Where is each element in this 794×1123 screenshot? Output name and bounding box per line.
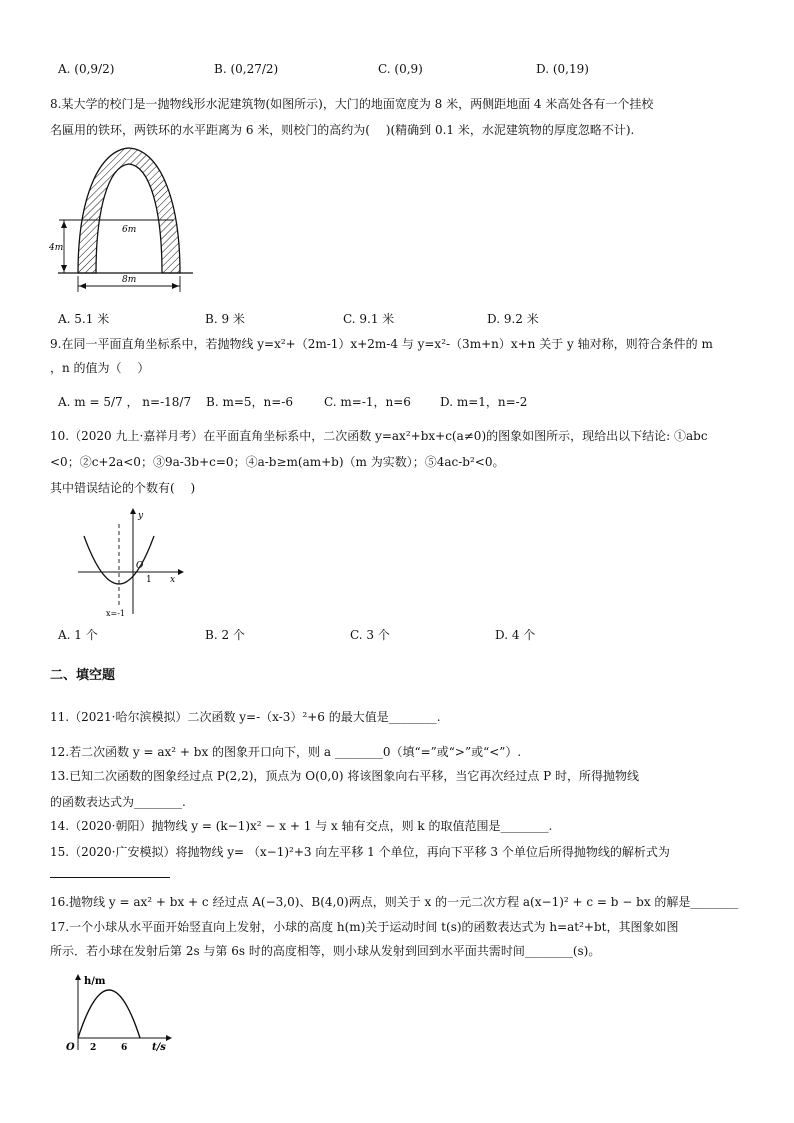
q7-option-b: B. (0,27/2) [214, 62, 279, 76]
t1-label: 2 [90, 1043, 97, 1053]
q10-option-b: B. 2 个 [205, 628, 245, 642]
top-width-label: 6m [122, 225, 137, 235]
q8-option-d: D. 9.2 米 [487, 312, 539, 326]
q9-text-line2: ，n 的值为（ ） [50, 361, 150, 375]
origin-label: O [66, 1042, 75, 1053]
q15-text: 15.（2020·广安模拟）将抛物线 y= （x−1)²+3 向左平移 1 个单位，再向下平移 3 个单位后所得抛物线的解析式为 [50, 845, 670, 859]
q8-gate-figure [48, 140, 198, 320]
gate-diagram [48, 140, 198, 320]
q8-text-line1: 8.某大学的校门是一抛物线形水泥建筑物(如图所示)，大门的地面宽度为 8 米，两侧距地面 4 米高处各有一个挂校 [50, 97, 654, 111]
q10-parabola-figure [70, 506, 190, 618]
section-title-fill-blank: 二、填空题 [50, 668, 116, 683]
height-time-graph [60, 970, 175, 1055]
q7-option-d: D. (0,19) [536, 62, 589, 76]
q9-option-d: D. m=1，n=-2 [440, 395, 528, 409]
q9-option-b: B. m=5，n=-6 [206, 395, 293, 409]
q10-text-line3: 其中错误结论的个数有( ) [50, 481, 196, 495]
q9-option-c: C. m=-1，n=6 [324, 395, 411, 409]
q14-text: 14.（2020·朝阳）抛物线 y = (k−1)x² − x + 1 与 x 轴有交点，则 k 的取值范围是________. [50, 819, 553, 833]
parabola-graph [70, 506, 190, 618]
q13-text-line1: 13.已知二次函数的图象经过点 P(2,2)，顶点为 O(0,0) 将该图象向右平移，当它再次经过点 P 时，所得抛物线 [50, 769, 640, 783]
origin-label: O [136, 561, 144, 571]
q8-option-c: C. 9.1 米 [343, 312, 395, 326]
q8-option-b: B. 9 米 [205, 312, 245, 326]
q7-option-a: A. (0,9/2) [58, 62, 115, 76]
q17-text-line1: 17.一个小球从水平面开始竖直向上发射，小球的高度 h(m)关于运动时间 t(s)的函数表达式为 h=at²+bt，其图象如图 [50, 920, 679, 934]
q10-text-line2: <0；②c+2a<0；③9a-3b+c=0；④a-b≥m(am+b)（m 为实数）；⑤4ac-b²<0。 [50, 455, 505, 469]
t2-label: 6 [121, 1043, 128, 1053]
one-label: 1 [146, 575, 152, 585]
q12-text: 12.若二次函数 y = ax² + bx 的图象开口向下，则 a ________0（填“=”或“>”或“<”）. [50, 745, 522, 759]
height-label: 4m [49, 243, 64, 253]
q16-text: 16.抛物线 y = ax² + bx + c 经过点 A(−3,0)、B(4,0)两点，则关于 x 的一元二次方程 a(x−1)² + c = b − bx 的解是________ [50, 895, 739, 909]
q17-text-line2: 所示．若小球在发射后第 2s 与第 6s 时的高度相等，则小球从发射到回到水平面共需时间________(s)。 [50, 944, 601, 958]
q10-text-line1: 10.（2020 九上·嘉祥月考）在平面直角坐标系中，二次函数 y=ax²+bx+c(a≠0)的图象如图所示，现给出以下结论: ①abc [50, 429, 708, 443]
t-axis-label: t/s [152, 1042, 166, 1053]
q15-answer-blank[interactable] [50, 877, 170, 878]
q8-text-line2: 名匾用的铁环，两铁环的水平距离为 6 米，则校门的高约为( )(精确到 0.1 米，水泥建筑物的厚度忽略不计). [50, 123, 635, 137]
h-axis-label: h/m [84, 976, 106, 987]
q10-option-d: D. 4 个 [495, 628, 536, 642]
q7-option-c: C. (0,9) [378, 62, 423, 76]
symmetry-label: x=-1 [106, 609, 126, 618]
q10-option-a: A. 1 个 [58, 628, 98, 642]
q13-text-line2: 的函数表达式为________. [50, 795, 186, 809]
q8-option-a: A. 5.1 米 [58, 312, 110, 326]
q9-text-line1: 9.在同一平面直角坐标系中，若抛物线 y=x²+（2m-1）x+2m-4 与 y=x²-（3m+n）x+n 关于 y 轴对称，则符合条件的 m [50, 337, 713, 351]
base-width-label: 8m [122, 275, 137, 285]
q10-option-c: C. 3 个 [350, 628, 390, 642]
q11-text: 11.（2021·哈尔滨模拟）二次函数 y=-（x-3）²+6 的最大值是________. [50, 710, 441, 724]
q17-height-time-figure [60, 970, 175, 1055]
y-axis-label: y [138, 511, 144, 521]
q9-option-a: A. m = 5/7 ， n=-18/7 [58, 395, 192, 409]
trajectory-curve [78, 990, 140, 1038]
x-axis-label: x [170, 575, 176, 585]
arch-shape [78, 148, 180, 273]
